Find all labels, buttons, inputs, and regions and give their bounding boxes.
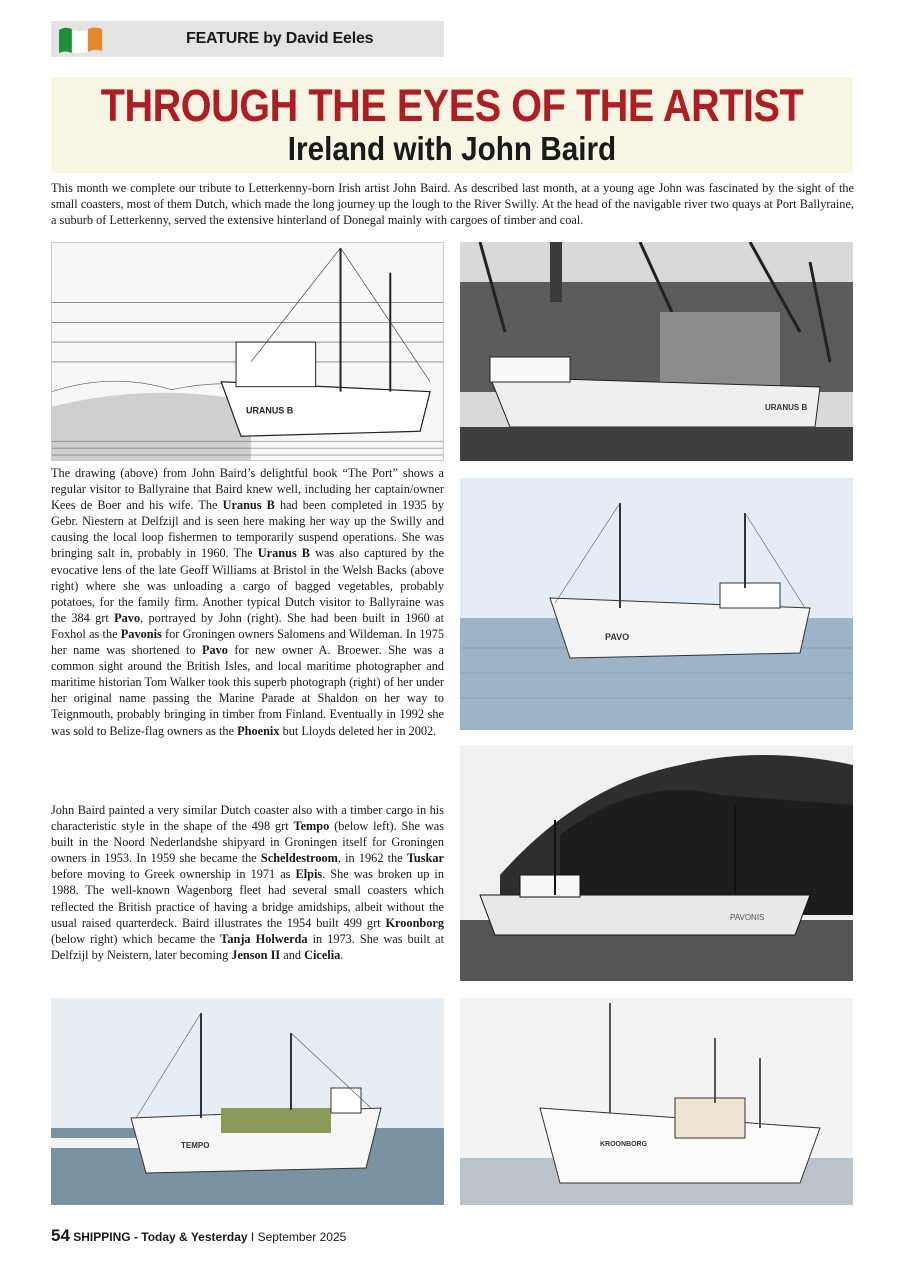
bold-ship-name: Phoenix [237, 723, 280, 738]
uranus-b-bristol-photo [460, 242, 853, 461]
bold-ship-name: Cicelia [304, 947, 341, 962]
pavonis-hull-name: PAVONIS [730, 913, 765, 922]
text-run: had been completed in 1935 by Gebr. Niestern at Delfzijl and is seen here making her way up the Swilly and causing the local loop fishermen to temporarily suspend operations. She was bringing salt in, probably in 1960. The [51, 498, 444, 561]
bold-ship-name: Pavo [201, 643, 228, 658]
text-run: . She was broken up in 1988. The well-known Wagenborg fleet had several small coasters which reflected the British practice of having a bridge amidships, albeit without the usual raised quarterdeck. Baird illustrates the 1954 built 499 grt [51, 867, 444, 930]
drawing-hull-name: URANUS B [246, 405, 294, 416]
kroonborg-painting-image [460, 998, 853, 1205]
text-run: for new owner A. Broewer. She was a common sight around the British Isles, and local maritime photographer and maritime historian Tom Walker took this superb photograph (right) of her under her original name passing the Marine Parade at Shaldon on her way to Teignmouth, probably bringing in timber from Finland. Eventually in 1992 she was sold to Belize-flag owners as the [51, 643, 444, 738]
uranus-b-drawing-image [51, 242, 444, 461]
bold-ship-name: Tanja Holwerda [220, 931, 308, 946]
kroonborg-hull-name: KROONBORG [600, 1141, 648, 1148]
pavo-hull-name: PAVO [605, 632, 630, 642]
text-run: (below right) which became the [51, 931, 221, 946]
text-run: John Baird painted a very similar Dutch coaster also with a timber cargo in his characteristic style in the shape of the 498 grt [51, 803, 444, 834]
bold-ship-name: Jenson II [231, 947, 281, 962]
bold-ship-name: Pavo [114, 610, 141, 625]
bold-ship-name: Uranus B [257, 546, 311, 561]
tempo-painting-image [51, 998, 444, 1205]
page-footer [51, 1226, 346, 1246]
page-subtitle: Ireland with John Baird [287, 130, 617, 167]
footer-separator: I [247, 1230, 258, 1244]
photo1-hull-name: URANUS B [765, 403, 808, 412]
pavonis-shaldon-photo [460, 745, 853, 981]
bold-ship-name: Scheldestroom [260, 851, 338, 866]
text-run: (below left). She was built in the Noord Nederlandshe shipyard in Groningen itself for Groningen owners in 1953. In 1959 she became the [51, 819, 444, 866]
issue-date: September 2025 [257, 1230, 347, 1244]
bold-ship-name: Tempo [293, 819, 330, 834]
text-run: before moving to Greek ownership in 1971 as [51, 867, 296, 882]
text-run: , in 1962 the [337, 851, 407, 866]
page-title: THROUGH THE EYES OF THE ARTIST [100, 80, 804, 131]
bold-ship-name: Elpis [295, 867, 323, 882]
text-run: was also captured by the evocative lens of the late Geoff Williams at Bristol in the Welsh Backs (above right) where she was unloading a cargo of bagged vegetables, probably potatoes, for the family firm. Another typical Dutch visitor to Ballyraine was the 384 grt [51, 546, 444, 625]
text-run: The drawing (above) from John Baird’s delightful book “The Port” shows a regular visitor to Ballyraine that Baird knew well, including her captain/owner Kees de Boer and his wife. The [51, 466, 444, 513]
intro-paragraph: This month we complete our tribute to Letterkenny-born Irish artist John Baird. As described last month, at a young age John was fascinated by the sight of the small coasters, most of them Dutch, which made the long journey up the lough to the River Swilly. At the head of the navigable river two quays at Port Ballyraine, a suburb of Letterkenny, served the extensive hinterland of Donegal mainly with cargoes of timber and coal. [51, 181, 854, 228]
text-run: but Lloyds deleted her in 2002. [279, 723, 437, 738]
text-run: for Groningen owners Salomens and Wildeman. In 1975 her name was shortened to [51, 626, 444, 658]
bold-ship-name: Tuskar [406, 851, 444, 866]
irish-flag-icon [57, 24, 104, 55]
tempo-hull-name: TEMPO [181, 1141, 210, 1150]
body-paragraph-2 [51, 802, 444, 963]
bold-ship-name: Uranus B [222, 498, 275, 513]
text-run: , portrayed by John (right). She had been built in 1960 at Foxhol as the [51, 610, 444, 641]
pavo-painting-image [460, 478, 853, 730]
body-paragraph-1 [51, 465, 444, 739]
page-number: 54 [51, 1226, 70, 1245]
bold-ship-name: Pavonis [120, 626, 162, 641]
text-run: and [280, 947, 305, 962]
text-run: . [340, 947, 344, 962]
publication-name: SHIPPING - Today & Yesterday [73, 1230, 248, 1244]
bold-ship-name: Kroonborg [385, 915, 444, 930]
text-run: in 1973. She was built at Delfzijl by Neistern, later becoming [51, 931, 444, 962]
feature-byline: FEATURE by David Eeles [186, 30, 374, 47]
